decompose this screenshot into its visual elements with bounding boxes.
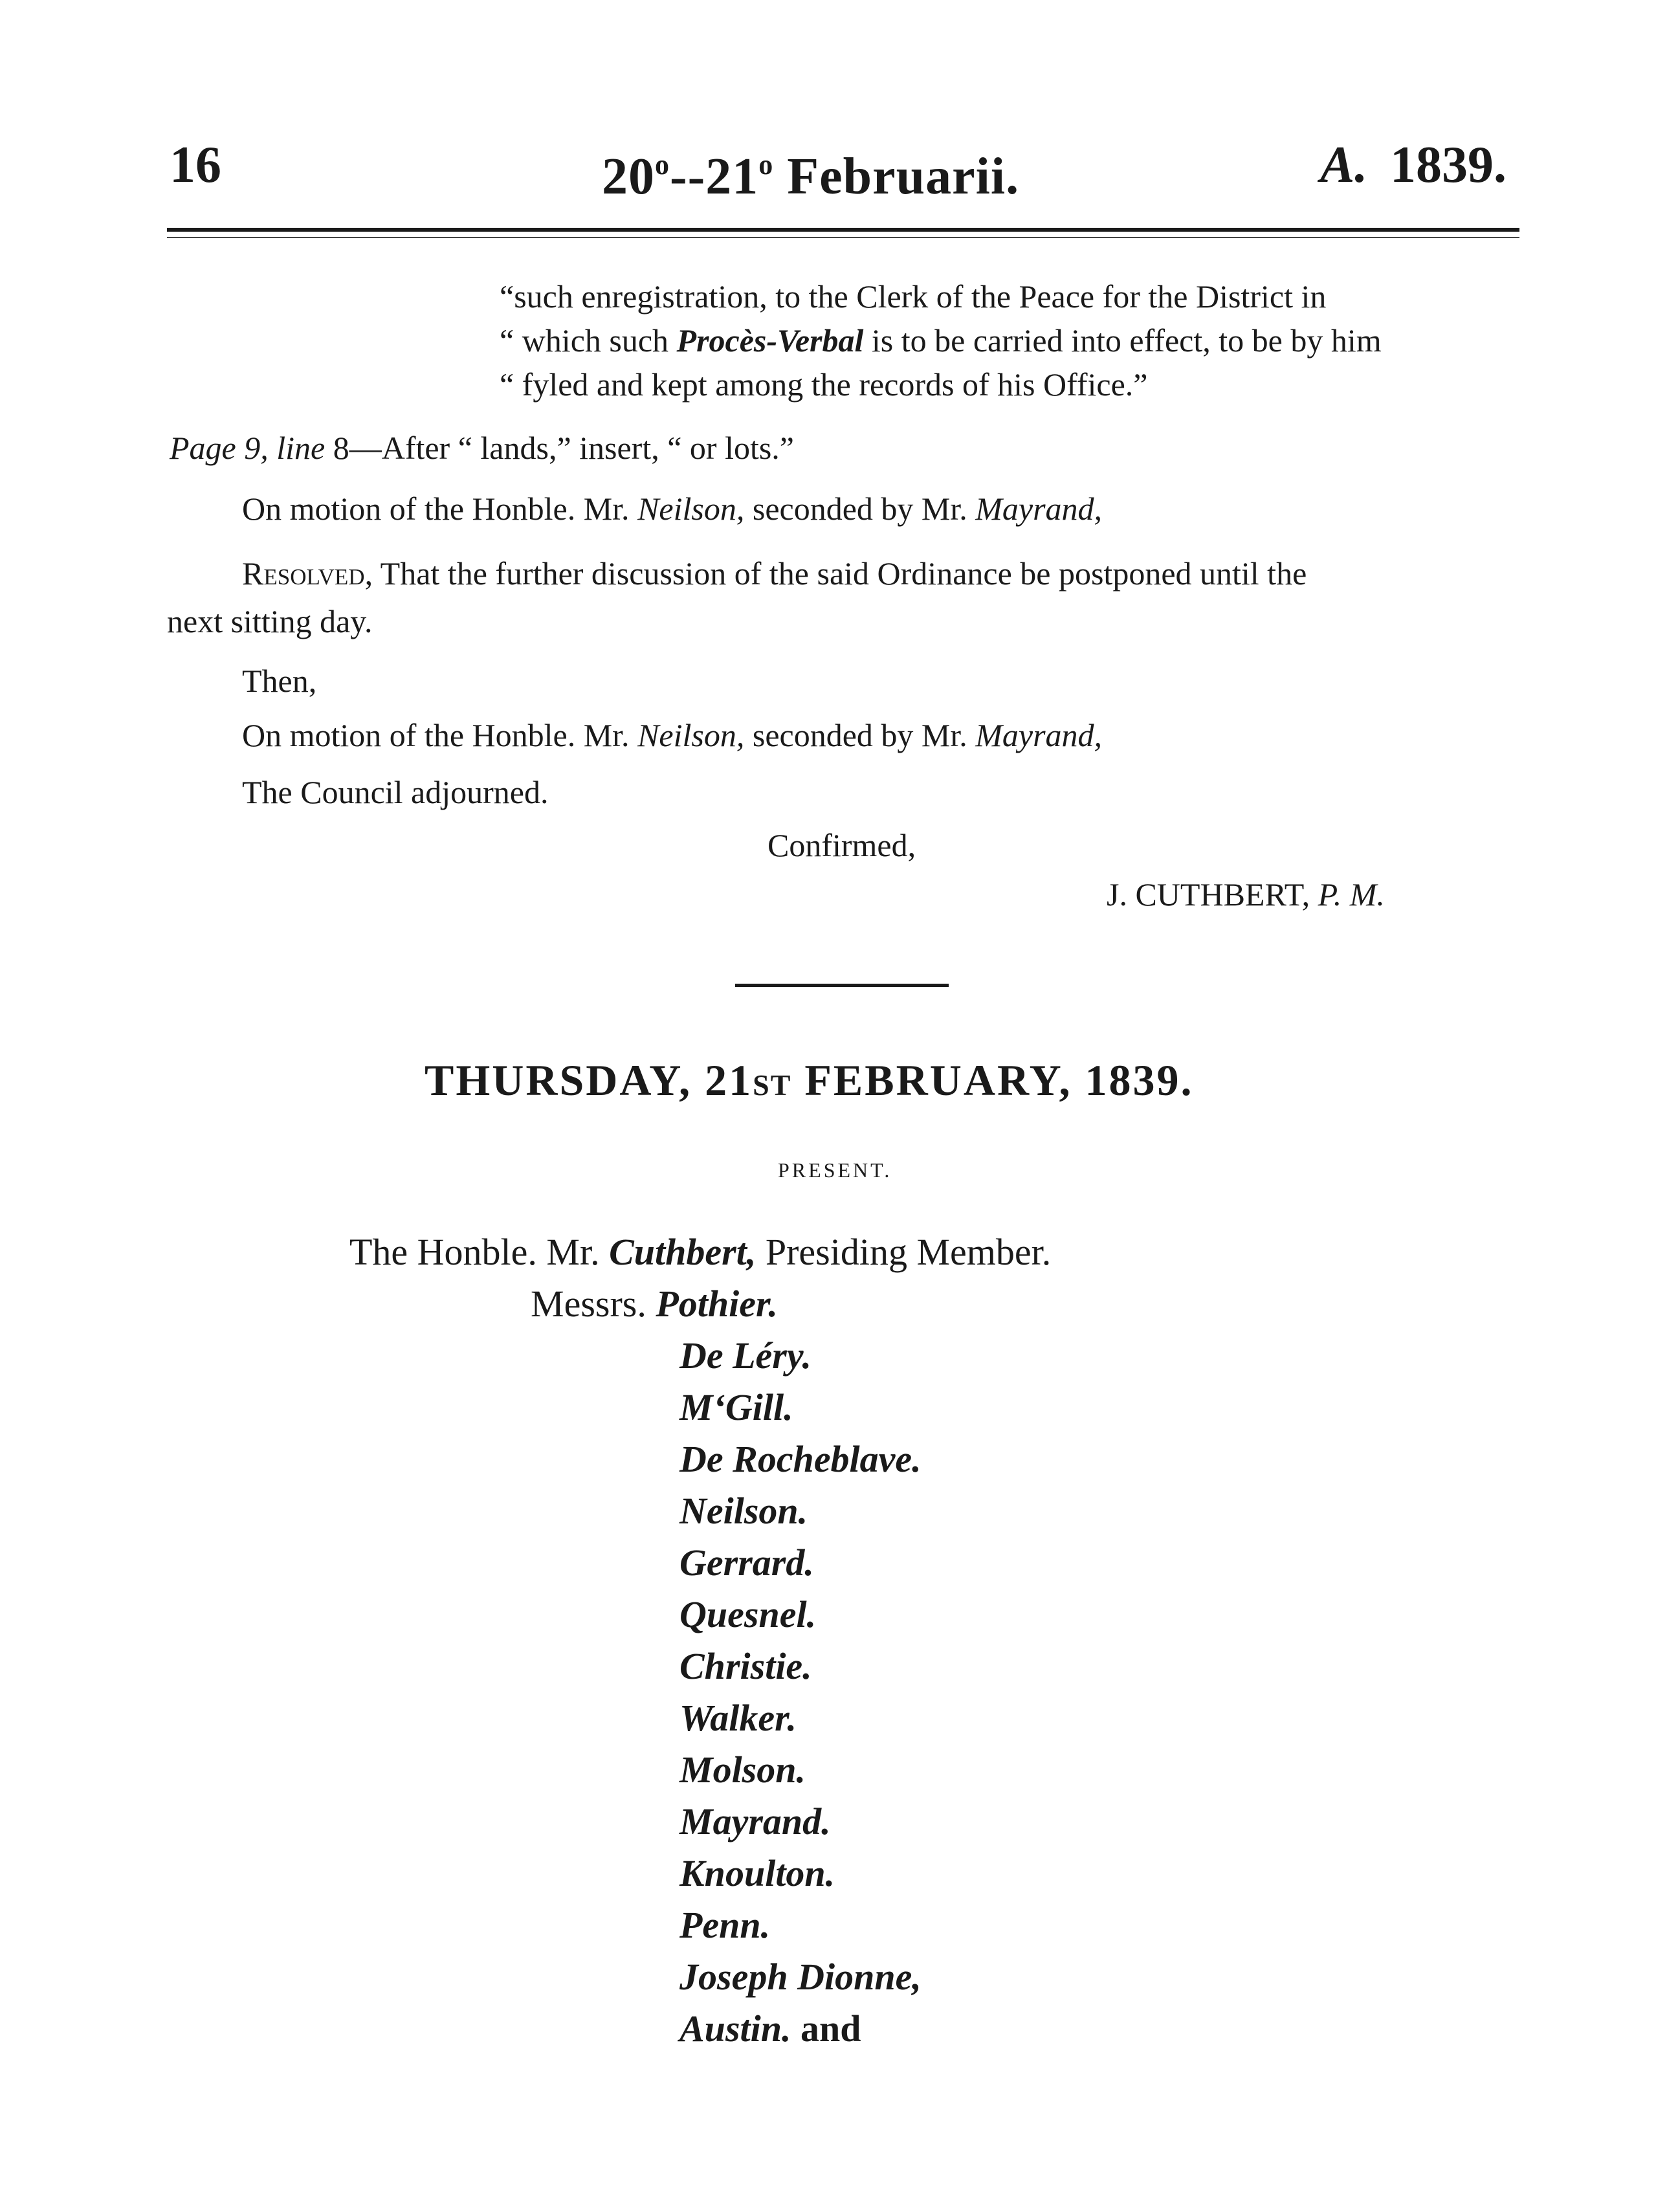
list-item bbox=[679, 1433, 922, 1485]
list-item bbox=[679, 1641, 922, 1692]
list-item bbox=[679, 1796, 922, 1848]
resolved-line-1 bbox=[242, 554, 1307, 593]
confirmed-line: Confirmed, bbox=[767, 827, 916, 863]
signature-name: J. CUTHBERT, bbox=[1107, 876, 1318, 912]
date-separator: -- bbox=[670, 148, 706, 205]
member-name: De Léry. bbox=[679, 1334, 811, 1377]
resolved-label: Resolved, bbox=[242, 555, 373, 592]
motion-2-mover: Neilson, bbox=[637, 717, 745, 753]
member-name: Pothier. bbox=[656, 1283, 778, 1325]
presiding-member-line bbox=[349, 1230, 1051, 1275]
member-name: Penn. bbox=[679, 1904, 771, 1946]
member-name: Christie. bbox=[679, 1645, 812, 1687]
date-sup-1: o bbox=[655, 149, 670, 181]
list-item bbox=[679, 1485, 922, 1537]
list-item bbox=[679, 1744, 922, 1796]
sitting-heading-ordinal: ST bbox=[753, 1068, 792, 1101]
and-word: and bbox=[791, 2007, 861, 2050]
presiding-prefix: The Honble. Mr. bbox=[349, 1231, 610, 1273]
motion-2-prefix: On motion of the Honble. Mr. bbox=[242, 717, 638, 753]
member-name: Gerrard. bbox=[679, 1542, 814, 1584]
member-name: Mayrand. bbox=[679, 1800, 831, 1842]
header-rule-heavy bbox=[167, 228, 1519, 232]
list-item bbox=[679, 1899, 922, 1951]
list-item bbox=[679, 1692, 922, 1744]
list-item bbox=[679, 1537, 922, 1589]
present-label: PRESENT. bbox=[778, 1158, 892, 1182]
quote-line-3: “ fyled and kept among the records of his Office.” bbox=[500, 366, 1148, 403]
member-name: M‘Gill. bbox=[679, 1386, 793, 1428]
member-name: Quesnel. bbox=[679, 1593, 817, 1635]
messrs-line bbox=[531, 1281, 778, 1327]
motion-1 bbox=[242, 489, 1102, 528]
sitting-heading bbox=[425, 1055, 1194, 1106]
member-name: Neilson. bbox=[679, 1490, 808, 1532]
list-item bbox=[679, 1330, 922, 1382]
year-prefix: A. bbox=[1320, 137, 1368, 194]
quote-line-2-end: is to be carried into effect, to be by him bbox=[863, 322, 1382, 359]
list-item bbox=[679, 2003, 922, 2055]
motion-1-middle: seconded by Mr. bbox=[744, 491, 976, 527]
resolved-line-2: next sitting day. bbox=[167, 603, 373, 639]
quote-line-2-start: “ which such bbox=[500, 322, 677, 359]
messrs-label: Messrs. bbox=[531, 1283, 656, 1325]
motion-2-middle: seconded by Mr. bbox=[744, 717, 976, 753]
member-name: Austin. bbox=[679, 2007, 791, 2050]
amendment-reference: Page 9, line bbox=[170, 430, 326, 466]
amendment-text: 8—After “ lands,” insert, “ or lots.” bbox=[325, 430, 794, 466]
member-name: De Rocheblave. bbox=[679, 1438, 922, 1480]
list-item bbox=[679, 1589, 922, 1641]
signature bbox=[1107, 875, 1385, 914]
presiding-member-name: Cuthbert, bbox=[609, 1231, 756, 1273]
proces-verbal-term: Procès-Verbal bbox=[676, 322, 864, 359]
sitting-heading-date: THURSDAY, 21 bbox=[425, 1056, 753, 1105]
member-name: Joseph Dionne, bbox=[679, 1956, 922, 1998]
quote-line-2 bbox=[500, 321, 1382, 360]
member-name: Walker. bbox=[679, 1697, 797, 1739]
presiding-suffix: Presiding Member. bbox=[756, 1231, 1052, 1273]
running-head-dates bbox=[602, 136, 1019, 206]
list-item bbox=[679, 2055, 922, 2107]
sitting-heading-rest: FEBRUARY, 1839. bbox=[791, 1056, 1194, 1105]
then-line: Then, bbox=[242, 663, 317, 699]
year: 1839. bbox=[1390, 137, 1507, 194]
header-rule-light bbox=[167, 237, 1519, 238]
signature-title: P. M. bbox=[1318, 876, 1385, 912]
section-divider bbox=[735, 984, 949, 987]
member-name: Knoulton. bbox=[679, 1852, 835, 1894]
motion-2 bbox=[242, 716, 1102, 755]
date-sup-2: o bbox=[758, 149, 774, 181]
motion-1-prefix: On motion of the Honble. Mr. bbox=[242, 491, 638, 527]
motion-1-seconder: Mayrand, bbox=[975, 491, 1103, 527]
list-item bbox=[679, 1951, 922, 2003]
page-number: 16 bbox=[170, 137, 221, 194]
date-month: Februarii. bbox=[773, 148, 1020, 205]
resolved-text-1: That the further discussion of the said Ordinance be postponed until the bbox=[373, 555, 1307, 592]
date-day-1: 20 bbox=[602, 148, 655, 205]
member-name: Molson. bbox=[679, 1749, 806, 1791]
motion-2-seconder: Mayrand, bbox=[975, 717, 1103, 753]
list-item bbox=[679, 1848, 922, 1899]
motion-1-mover: Neilson, bbox=[637, 491, 745, 527]
date-day-2: 21 bbox=[705, 148, 759, 205]
adjourned-line: The Council adjourned. bbox=[242, 774, 549, 810]
amendment-line bbox=[170, 428, 794, 467]
member-list bbox=[679, 1330, 922, 2107]
list-item bbox=[679, 1382, 922, 1433]
quote-line-1: “such enregistration, to the Clerk of the Peace for the District in bbox=[500, 278, 1327, 315]
